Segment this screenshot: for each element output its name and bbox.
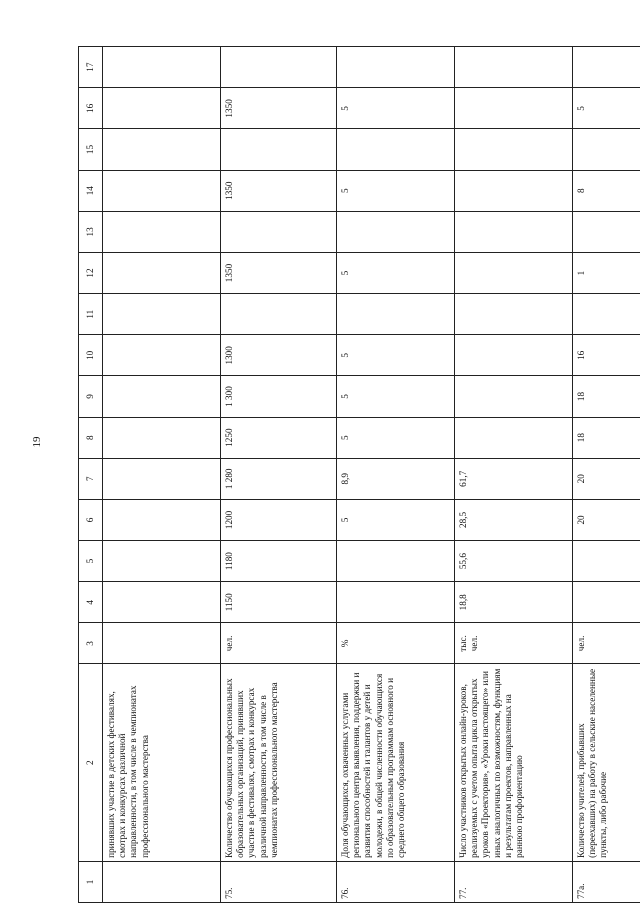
indicator-name-cell: Доля обучающихся, охваченных услугами регионального центра выявления, поддержки и развития способностей и талантов у детей и молодежи, в общей численности обучающихся по образовательным программам основного и среднего общего образования xyxy=(337,664,455,861)
column-header: 3 xyxy=(79,623,103,664)
column-header: 6 xyxy=(79,499,103,540)
value-cell xyxy=(455,47,573,88)
unit-cell: чел. xyxy=(573,623,640,664)
value-cell: 61,7 xyxy=(455,458,573,499)
value-cell xyxy=(103,499,221,540)
value-cell: 20 xyxy=(573,458,640,499)
value-cell: 8,9 xyxy=(337,458,455,499)
value-cell: 5 xyxy=(337,499,455,540)
column-header: 17 xyxy=(79,47,103,88)
value-cell xyxy=(103,170,221,211)
value-cell xyxy=(573,129,640,170)
value-cell: 5 xyxy=(573,88,640,129)
unit-cell: % xyxy=(337,623,455,664)
value-cell xyxy=(455,129,573,170)
value-cell xyxy=(337,211,455,252)
row-number-cell: 75. xyxy=(221,861,337,902)
unit-cell: тыс. чел. xyxy=(455,623,573,664)
value-cell: 18 xyxy=(573,376,640,417)
value-cell: 1350 xyxy=(221,88,337,129)
value-cell: 1300 xyxy=(221,335,337,376)
header-row xyxy=(79,47,103,903)
value-cell xyxy=(221,294,337,335)
indicator-table xyxy=(78,46,640,903)
value-cell xyxy=(221,129,337,170)
value-cell: 20 xyxy=(573,499,640,540)
value-cell: 5 xyxy=(337,417,455,458)
value-cell xyxy=(103,335,221,376)
value-cell xyxy=(455,211,573,252)
value-cell xyxy=(455,252,573,293)
table-row xyxy=(103,47,221,903)
value-cell xyxy=(337,294,455,335)
column-header: 1 xyxy=(79,861,103,902)
column-header: 10 xyxy=(79,335,103,376)
column-header: 16 xyxy=(79,88,103,129)
value-cell xyxy=(337,541,455,582)
value-cell xyxy=(455,417,573,458)
value-cell: 28,5 xyxy=(455,499,573,540)
value-cell: 5 xyxy=(337,170,455,211)
value-cell xyxy=(103,417,221,458)
value-cell xyxy=(573,294,640,335)
value-cell: 5 xyxy=(337,335,455,376)
value-cell: 1250 xyxy=(221,417,337,458)
value-cell xyxy=(455,170,573,211)
value-cell xyxy=(337,129,455,170)
value-cell xyxy=(455,335,573,376)
value-cell xyxy=(573,582,640,623)
value-cell xyxy=(103,582,221,623)
page-number: 19 xyxy=(31,436,43,448)
value-cell xyxy=(103,211,221,252)
row-number-cell: 76. xyxy=(337,861,455,902)
table-row xyxy=(337,47,455,903)
value-cell xyxy=(337,47,455,88)
value-cell xyxy=(455,376,573,417)
column-header: 14 xyxy=(79,170,103,211)
value-cell xyxy=(103,129,221,170)
value-cell: 8 xyxy=(573,170,640,211)
unit-cell: чел. xyxy=(221,623,337,664)
row-number-cell xyxy=(103,861,221,902)
value-cell: 1 xyxy=(573,252,640,293)
value-cell xyxy=(103,88,221,129)
value-cell xyxy=(221,211,337,252)
value-cell: 16 xyxy=(573,335,640,376)
column-header: 4 xyxy=(79,582,103,623)
value-cell: 1350 xyxy=(221,170,337,211)
value-cell xyxy=(103,376,221,417)
column-header: 8 xyxy=(79,417,103,458)
indicator-name-cell: принявших участие в детских фестивалях, смотрах и конкурсах различной направленности, в том числе в чемпионатах профессионального мастерства xyxy=(103,664,221,861)
value-cell: 5 xyxy=(337,376,455,417)
value-cell: 1350 xyxy=(221,252,337,293)
value-cell: 5 xyxy=(337,88,455,129)
value-cell: 1200 xyxy=(221,499,337,540)
value-cell: 1150 xyxy=(221,582,337,623)
indicator-table-wrapper xyxy=(78,46,609,903)
column-header: 5 xyxy=(79,541,103,582)
column-header: 12 xyxy=(79,252,103,293)
value-cell xyxy=(455,88,573,129)
column-header: 9 xyxy=(79,376,103,417)
value-cell xyxy=(103,458,221,499)
column-header: 13 xyxy=(79,211,103,252)
value-cell: 1 300 xyxy=(221,376,337,417)
value-cell: 5 xyxy=(337,252,455,293)
indicator-name-cell: Количество учителей, прибывших (переехавших) на работу в сельские населенные пункты, либо рабочие xyxy=(573,664,640,861)
value-cell: 18 xyxy=(573,417,640,458)
value-cell xyxy=(573,211,640,252)
table-row xyxy=(573,47,640,903)
row-number-cell: 77. xyxy=(455,861,573,902)
indicator-name-cell: Количество обучающихся профессиональных образовательных организаций, принявших участие в фестивалях, смотрах и конкурсах различной направленности, в том числе в чемпионатах профессионального мастерства xyxy=(221,664,337,861)
value-cell xyxy=(573,47,640,88)
unit-cell xyxy=(103,623,221,664)
value-cell xyxy=(103,294,221,335)
value-cell xyxy=(455,294,573,335)
value-cell: 55,6 xyxy=(455,541,573,582)
value-cell: 18,8 xyxy=(455,582,573,623)
value-cell xyxy=(103,541,221,582)
column-header: 11 xyxy=(79,294,103,335)
table-row xyxy=(455,47,573,903)
column-header: 15 xyxy=(79,129,103,170)
value-cell xyxy=(573,541,640,582)
value-cell xyxy=(103,47,221,88)
value-cell xyxy=(221,47,337,88)
column-header: 2 xyxy=(79,664,103,861)
value-cell: 1 280 xyxy=(221,458,337,499)
column-header: 7 xyxy=(79,458,103,499)
row-number-cell: 77а. xyxy=(573,861,640,902)
indicator-name-cell: Число участников открытых онлайн-уроков, реализуемых с учетом опыта цикла открытых уроков «Проектория», «Уроки настоящего» или иных аналогичных по возможностям, функциям и результатам проектов, направленных на раннюю профориентацию xyxy=(455,664,573,861)
value-cell: 1180 xyxy=(221,541,337,582)
value-cell xyxy=(103,252,221,293)
value-cell xyxy=(337,582,455,623)
table-row xyxy=(221,47,337,903)
